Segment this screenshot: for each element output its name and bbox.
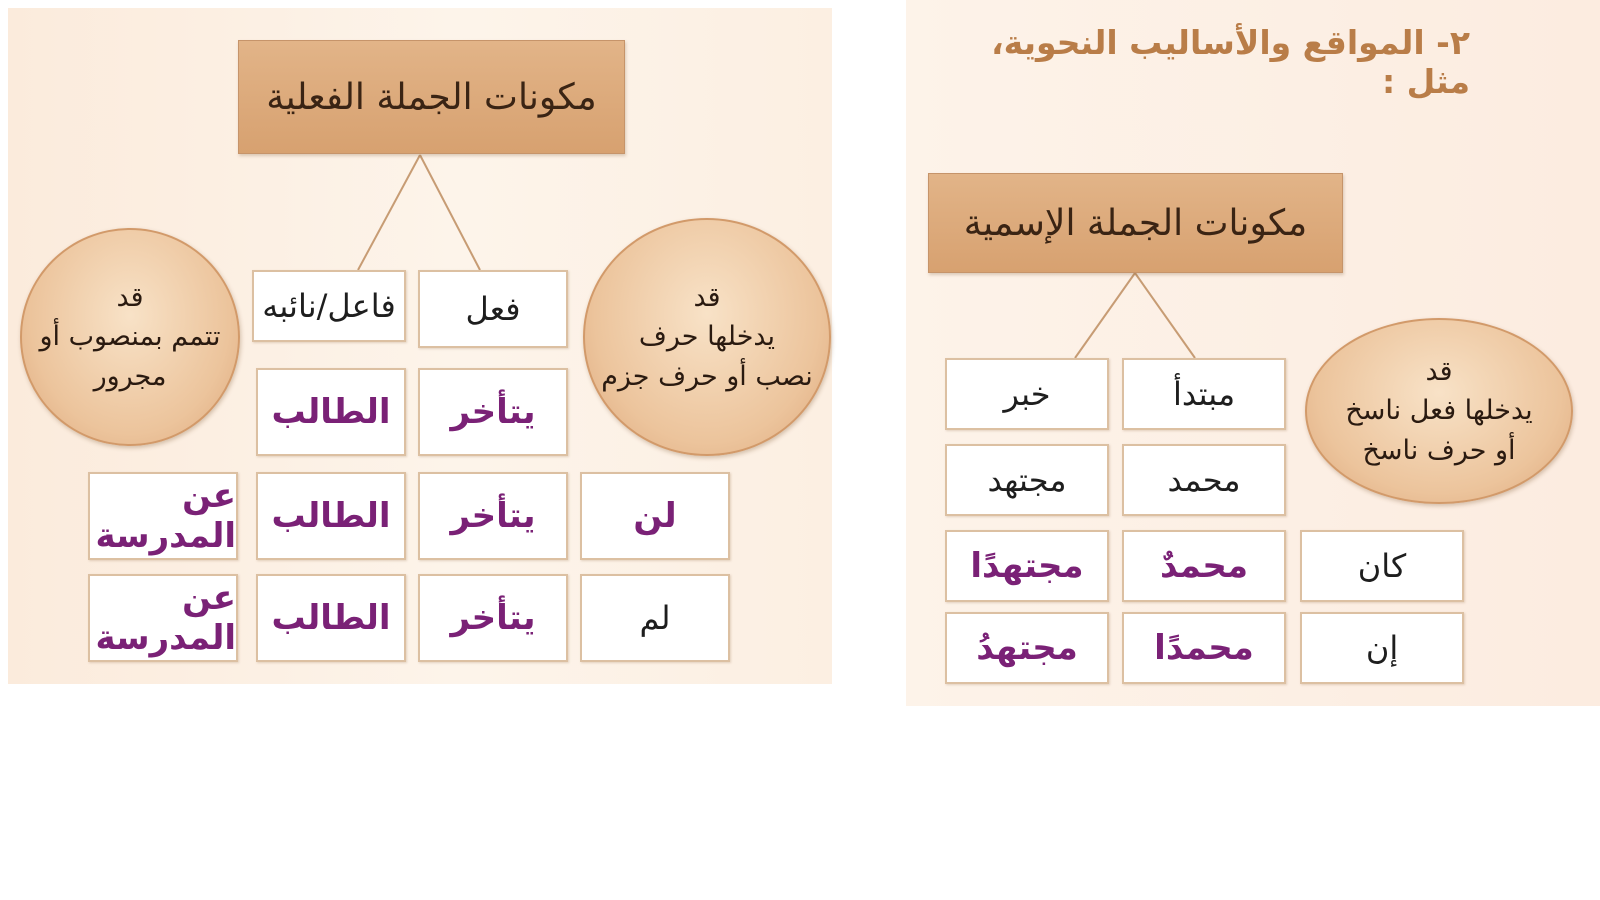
verbal-header-subject: فاعل/نائبه [252,270,406,342]
verbal-sentence-title: مكونات الجملة الفعلية [238,40,625,154]
verbal-right-note-line3: نصب أو حرف جزم [601,360,813,392]
verbal-ex3-complement: عن المدرسة [88,574,238,662]
verbal-left-note-bubble [20,228,240,446]
verbal-ex2-verb: يتأخر [418,472,568,560]
verbal-header-verb: فعل [418,270,568,348]
nominal-note-line3: أو حرف ناسخ [1362,434,1516,466]
nominal-note-line2: يدخلها فعل ناسخ [1345,395,1533,427]
nominal-ex2-predicate: مجتهدًا [945,530,1109,602]
verbal-ex3-verb: يتأخر [418,574,568,662]
nominal-ex1-subject: محمد [1122,444,1286,516]
section-heading: ٢- المواقع والأساليب النحوية، مثل : [991,23,1470,101]
nominal-ex3-predicate: مجتهدُ [945,612,1109,684]
verbal-right-note-line2: يدخلها حرف [638,321,776,353]
nominal-header-predicate: خبر [945,358,1109,430]
verbal-ex1-subject: الطالب [256,368,406,456]
verbal-left-note-line1: قد [116,282,144,314]
nominal-note-line1: قد [1425,356,1453,388]
verbal-ex2-particle: لن [580,472,730,560]
verbal-ex1-verb: يتأخر [418,368,568,456]
nominal-header-subject: مبتدأ [1122,358,1286,430]
nominal-sentence-title: مكونات الجملة الإسمية [928,173,1343,273]
verbal-ex3-subject: الطالب [256,574,406,662]
verbal-left-note-line3: مجرور [93,360,167,392]
verbal-right-note-bubble [583,218,831,456]
verbal-ex3-particle: لم [580,574,730,662]
verbal-left-note-line2: تتمم بمنصوب أو [39,321,221,353]
nominal-ex3-particle: إن [1300,612,1464,684]
nominal-ex3-subject: محمدًا [1122,612,1286,684]
nominal-ex2-particle: كان [1300,530,1464,602]
nominal-note-bubble [1305,318,1573,504]
nominal-ex2-subject: محمدٌ [1122,530,1286,602]
verbal-ex2-complement: عن المدرسة [88,472,238,560]
nominal-ex1-predicate: مجتهد [945,444,1109,516]
verbal-ex2-subject: الطالب [256,472,406,560]
verbal-right-note-line1: قد [693,282,721,314]
